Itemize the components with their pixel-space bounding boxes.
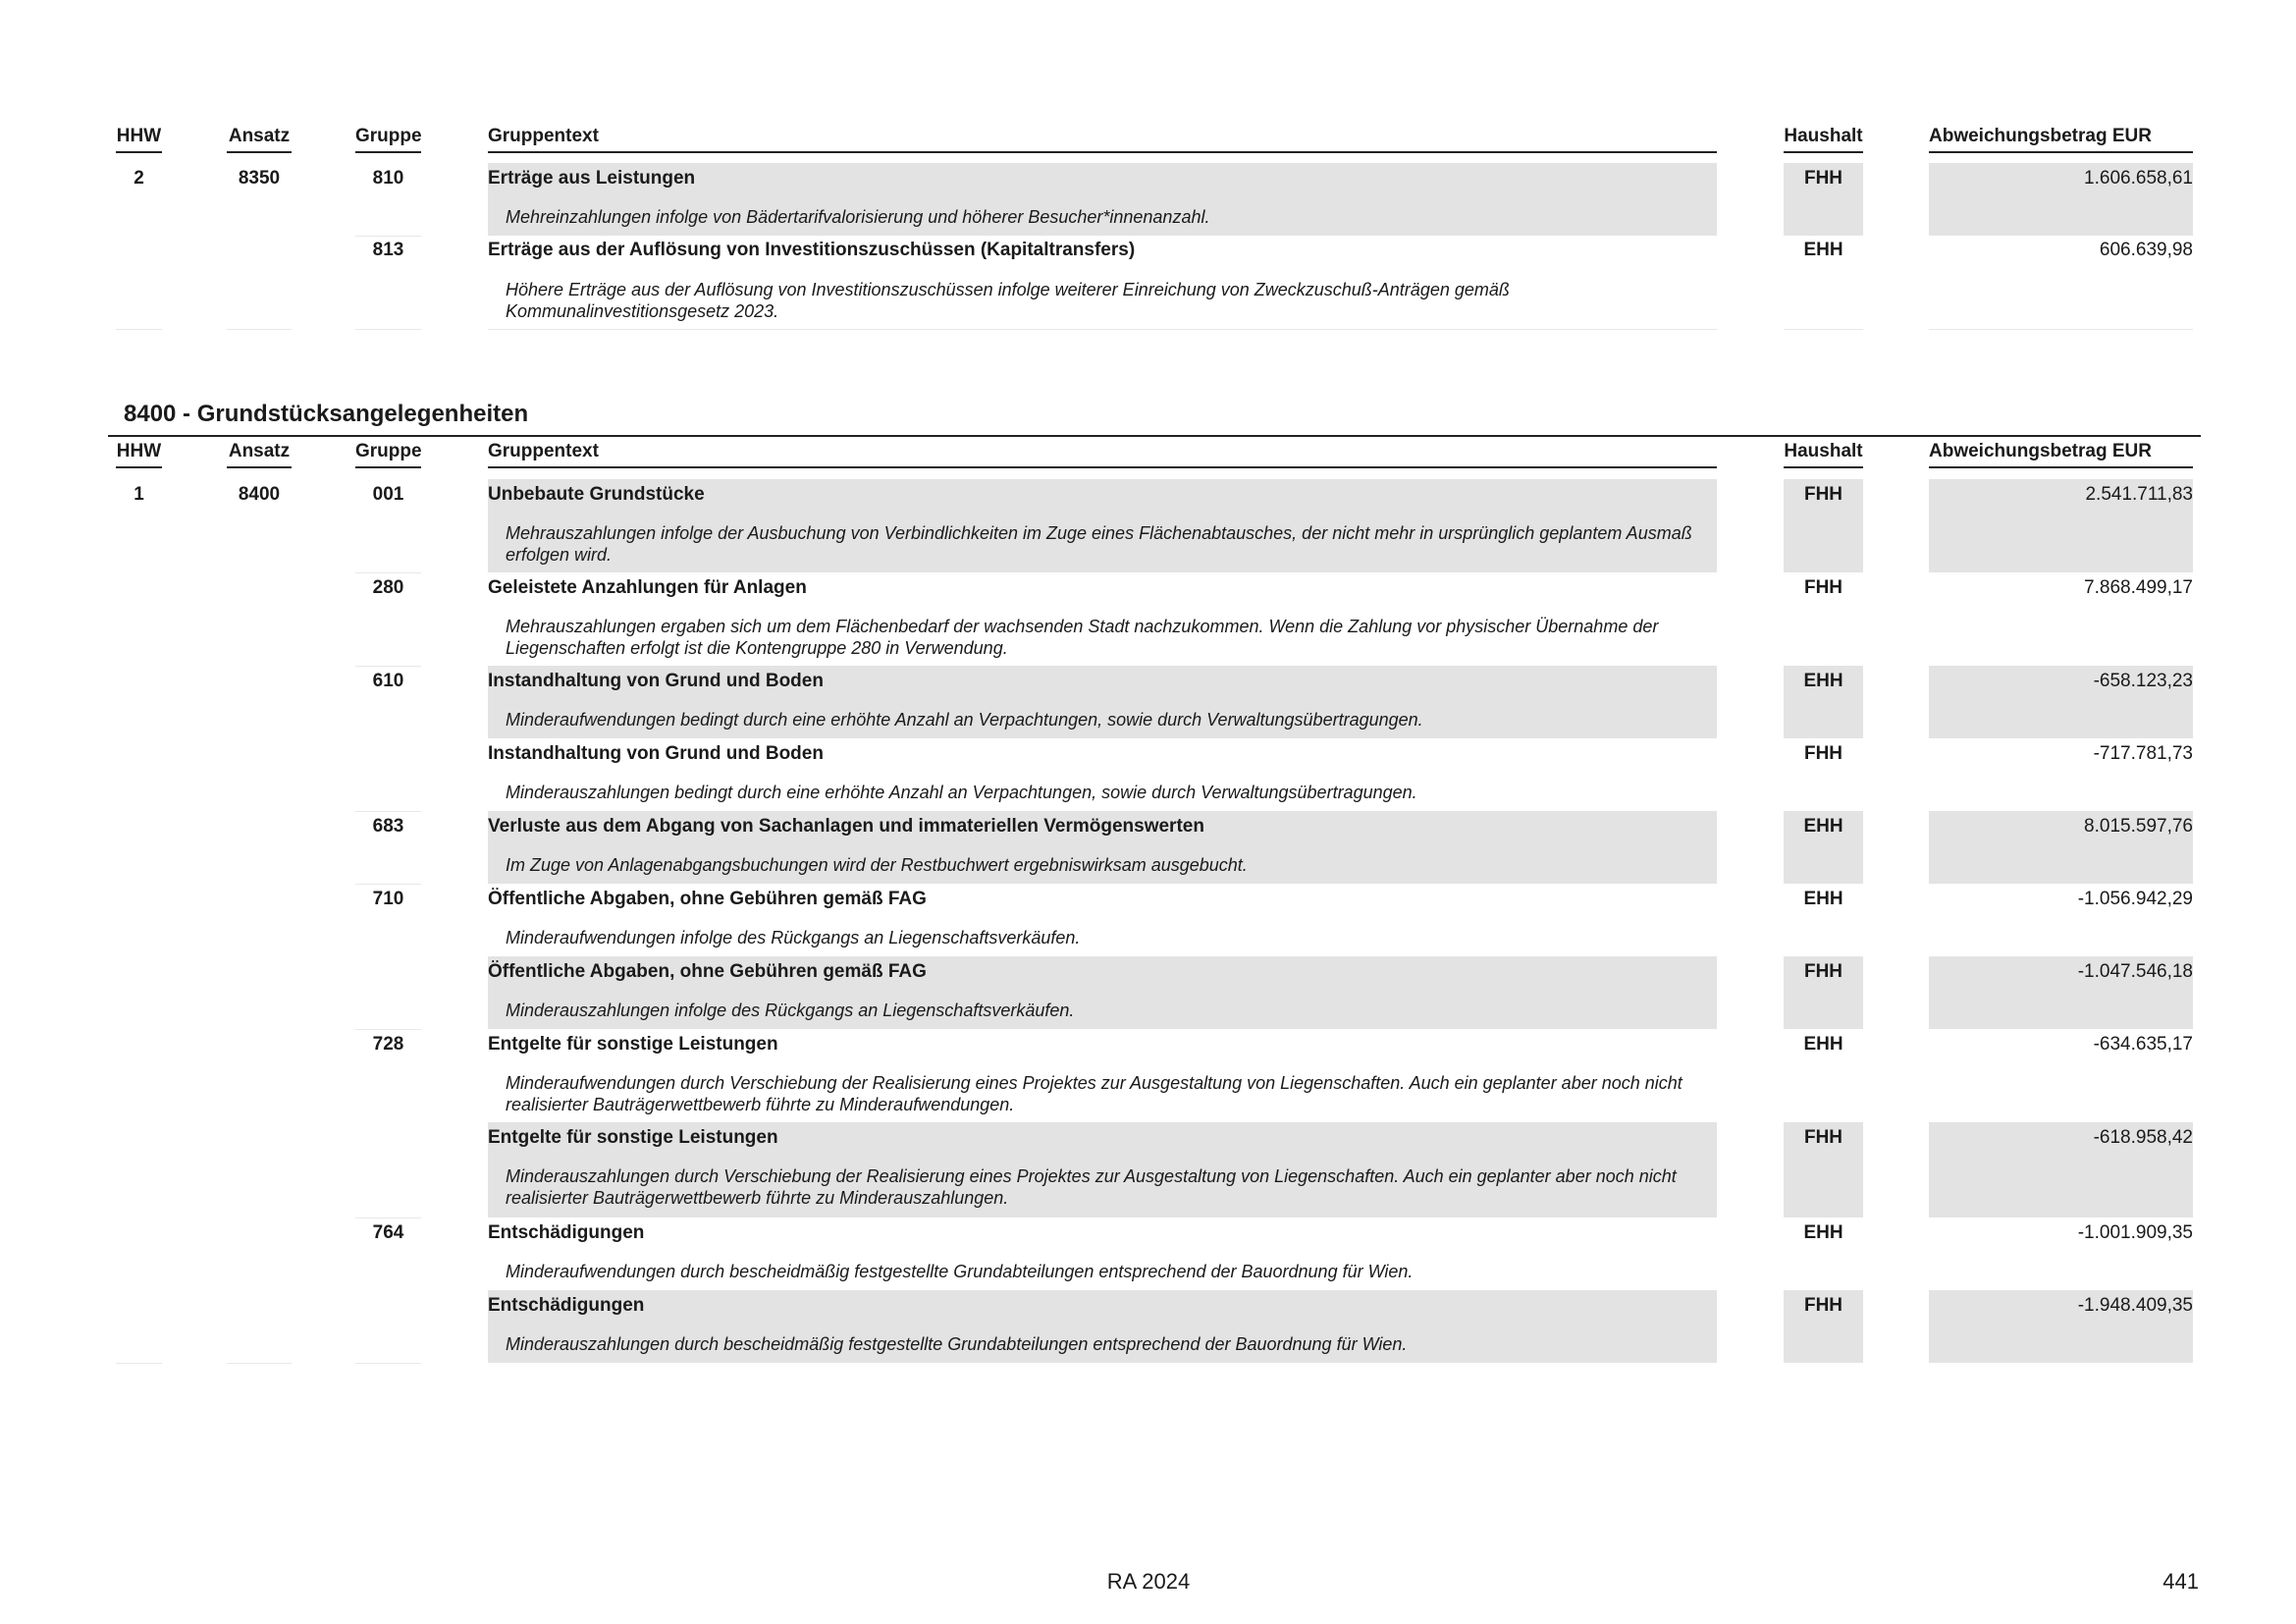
amount-value: -1.001.909,35 xyxy=(2077,1222,2193,1243)
haushalt-value: FHH xyxy=(1803,1127,1843,1148)
row-title: Erträge aus der Auflösung von Investitionszuschüssen (Kapitaltransfers) xyxy=(488,240,1136,260)
row-title: Entgelte für sonstige Leistungen xyxy=(488,1034,778,1055)
row-separator xyxy=(355,666,421,667)
haushalt-value: EHH xyxy=(1803,1222,1843,1243)
header-betrag: Abweichungsbetrag EUR xyxy=(1929,440,2193,468)
haushalt-cell xyxy=(1784,1290,1863,1363)
amount-value: -658.123,23 xyxy=(2093,671,2193,691)
row-separator xyxy=(1784,329,1863,330)
row-separator xyxy=(227,329,292,330)
header-gruppe: Gruppe xyxy=(355,440,421,468)
row-description: Höhere Erträge aus der Auflösung von Investitionszuschüssen infolge weiterer Einreichung von Zweckzuschuß-Anträgen gemäß Kommunalinvestitionsgesetz 2023. xyxy=(506,280,1510,321)
text-cell xyxy=(488,811,1717,884)
amount-value: -1.056.942,29 xyxy=(2077,889,2193,909)
section-title: 8400 - Grundstücksangelegenheiten xyxy=(124,401,529,427)
text-cell xyxy=(488,163,1717,236)
text-cell xyxy=(488,738,1717,811)
row-description: Minderauszahlungen bedingt durch eine erhöhte Anzahl an Verpachtungen, sowie durch Verwaltungsübertragungen. xyxy=(506,783,1417,802)
amount-value: -717.781,73 xyxy=(2093,743,2193,764)
haushalt-value: FHH xyxy=(1803,577,1843,598)
text-cell xyxy=(488,479,1717,572)
row-description: Minderauszahlungen infolge des Rückgangs an Liegenschaftsverkäufen. xyxy=(506,1001,1075,1020)
row-description: Minderaufwendungen durch Verschiebung der Realisierung eines Projektes zur Ausgestaltung von Liegenschaften. Auch ein geplanter aber noch nicht realisierter Bauträgerwettbewerb führte zu Minderaufwendungen. xyxy=(506,1073,1682,1114)
amount-value: 2.541.711,83 xyxy=(2085,484,2193,505)
text-cell xyxy=(488,1218,1717,1290)
haushalt-value: FHH xyxy=(1803,168,1843,189)
ansatz-value: 8350 xyxy=(238,168,281,189)
row-separator xyxy=(227,1363,292,1364)
row-title: Entgelte für sonstige Leistungen xyxy=(488,1127,778,1148)
haushalt-cell xyxy=(1784,811,1863,884)
text-cell xyxy=(488,572,1717,666)
text-cell xyxy=(488,1122,1717,1218)
hhw-value: 2 xyxy=(133,168,144,189)
row-description: Mehreinzahlungen infolge von Bädertarifvalorisierung und höherer Besucher*innenanzahl. xyxy=(506,207,1210,227)
row-title: Instandhaltung von Grund und Boden xyxy=(488,671,824,691)
haushalt-value: FHH xyxy=(1803,961,1843,982)
row-description: Minderauszahlungen durch bescheidmäßig festgestellte Grundabteilungen entsprechend der Bauordnung für Wien. xyxy=(506,1334,1408,1354)
row-separator xyxy=(355,811,421,812)
row-separator xyxy=(355,884,421,885)
amount-value: -634.635,17 xyxy=(2093,1034,2193,1055)
gruppe-value: 810 xyxy=(372,168,404,189)
amount-value: 1.606.658,61 xyxy=(2084,168,2193,189)
row-title: Öffentliche Abgaben, ohne Gebühren gemäß FAG xyxy=(488,889,927,909)
header-gruppe: Gruppe xyxy=(355,125,421,153)
header-betrag: Abweichungsbetrag EUR xyxy=(1929,125,2193,153)
row-description: Mehrauszahlungen ergaben sich um dem Flächenbedarf der wachsenden Stadt nachzukommen. Wenn die Zahlung vor physischer Übernahme der Liegenschaften erfolgt ist die Kontengruppe 280 in Verwendung. xyxy=(506,617,1659,658)
ansatz-value: 8400 xyxy=(238,484,281,505)
row-description: Mehrauszahlungen infolge der Ausbuchung von Verbindlichkeiten im Zuge eines Flächenabtausches, der nicht mehr in ursprünglich geplantem Ausmaß erfolgen wird. xyxy=(506,523,1692,565)
page-number: 441 xyxy=(2163,1569,2199,1594)
amount-cell xyxy=(1929,479,2193,572)
row-title: Verluste aus dem Abgang von Sachanlagen und immateriellen Vermögenswerten xyxy=(488,816,1204,837)
amount-cell xyxy=(1929,811,2193,884)
row-separator xyxy=(355,236,421,237)
haushalt-value: EHH xyxy=(1803,816,1843,837)
gruppe-value: 001 xyxy=(372,484,404,505)
row-separator xyxy=(488,329,1717,330)
header-haushalt: Haushalt xyxy=(1784,125,1863,153)
haushalt-value: EHH xyxy=(1803,889,1843,909)
header-ansatz: Ansatz xyxy=(227,440,292,468)
row-title: Unbebaute Grundstücke xyxy=(488,484,705,505)
header-ansatz: Ansatz xyxy=(227,125,292,153)
text-cell xyxy=(488,1029,1717,1122)
haushalt-cell xyxy=(1784,956,1863,1029)
haushalt-value: FHH xyxy=(1803,743,1843,764)
gruppe-value: 764 xyxy=(372,1222,404,1243)
amount-cell xyxy=(1929,1122,2193,1218)
row-title: Instandhaltung von Grund und Boden xyxy=(488,743,824,764)
amount-cell xyxy=(1929,163,2193,236)
gruppe-value: 728 xyxy=(372,1034,404,1055)
row-separator xyxy=(355,572,421,573)
gruppe-value: 280 xyxy=(372,577,404,598)
gruppe-value: 710 xyxy=(372,889,404,909)
amount-value: 8.015.597,76 xyxy=(2084,816,2193,837)
row-separator xyxy=(116,1363,162,1364)
hhw-value: 1 xyxy=(133,484,144,505)
header-hhw: HHW xyxy=(116,440,162,468)
row-separator xyxy=(1929,329,2193,330)
text-cell xyxy=(488,884,1717,956)
row-separator xyxy=(355,1363,421,1364)
row-description: Minderauszahlungen durch Verschiebung der Realisierung eines Projektes zur Ausgestaltung von Liegenschaften. Auch ein geplanter aber noch nicht realisierter Bauträgerwettbewerb führte zu Minderauszahlungen. xyxy=(506,1166,1677,1208)
text-cell xyxy=(488,1290,1717,1363)
text-cell xyxy=(488,956,1717,1029)
amount-cell xyxy=(1929,1290,2193,1363)
row-title: Geleistete Anzahlungen für Anlagen xyxy=(488,577,807,598)
haushalt-value: EHH xyxy=(1803,240,1843,260)
text-cell xyxy=(488,666,1717,738)
amount-value: -1.948.409,35 xyxy=(2077,1295,2193,1316)
row-title: Entschädigungen xyxy=(488,1295,645,1316)
haushalt-value: FHH xyxy=(1803,1295,1843,1316)
haushalt-value: EHH xyxy=(1803,1034,1843,1055)
amount-cell xyxy=(1929,666,2193,738)
row-title: Öffentliche Abgaben, ohne Gebühren gemäß FAG xyxy=(488,961,927,982)
header-haushalt: Haushalt xyxy=(1784,440,1863,468)
haushalt-cell xyxy=(1784,479,1863,572)
row-description: Im Zuge von Anlagenabgangsbuchungen wird der Restbuchwert ergebniswirksam ausgebucht. xyxy=(506,855,1248,875)
haushalt-value: EHH xyxy=(1803,671,1843,691)
row-description: Minderaufwendungen durch bescheidmäßig festgestellte Grundabteilungen entsprechend der Bauordnung für Wien. xyxy=(506,1262,1414,1281)
section-rule xyxy=(108,435,2201,437)
header-hhw: HHW xyxy=(116,125,162,153)
header-gruppentext: Gruppentext xyxy=(488,440,1717,468)
haushalt-cell xyxy=(1784,666,1863,738)
amount-value: 606.639,98 xyxy=(2099,240,2193,260)
gruppe-value: 610 xyxy=(372,671,404,691)
header-gruppentext: Gruppentext xyxy=(488,125,1717,153)
haushalt-cell xyxy=(1784,1122,1863,1218)
amount-value: 7.868.499,17 xyxy=(2084,577,2193,598)
amount-value: -1.047.546,18 xyxy=(2077,961,2193,982)
amount-cell xyxy=(1929,956,2193,1029)
haushalt-cell xyxy=(1784,163,1863,236)
row-description: Minderaufwendungen bedingt durch eine erhöhte Anzahl an Verpachtungen, sowie durch Verwaltungsübertragungen. xyxy=(506,710,1423,730)
gruppe-value: 813 xyxy=(372,240,404,260)
row-title: Erträge aus Leistungen xyxy=(488,168,696,189)
row-title: Entschädigungen xyxy=(488,1222,645,1243)
row-separator xyxy=(355,1029,421,1030)
haushalt-value: FHH xyxy=(1803,484,1843,505)
footer-report-title: RA 2024 xyxy=(1106,1569,1191,1594)
row-description: Minderaufwendungen infolge des Rückgangs an Liegenschaftsverkäufen. xyxy=(506,928,1081,947)
text-cell xyxy=(488,236,1717,329)
row-separator xyxy=(116,329,162,330)
gruppe-value: 683 xyxy=(372,816,404,837)
amount-value: -618.958,42 xyxy=(2093,1127,2193,1148)
row-separator xyxy=(355,329,421,330)
